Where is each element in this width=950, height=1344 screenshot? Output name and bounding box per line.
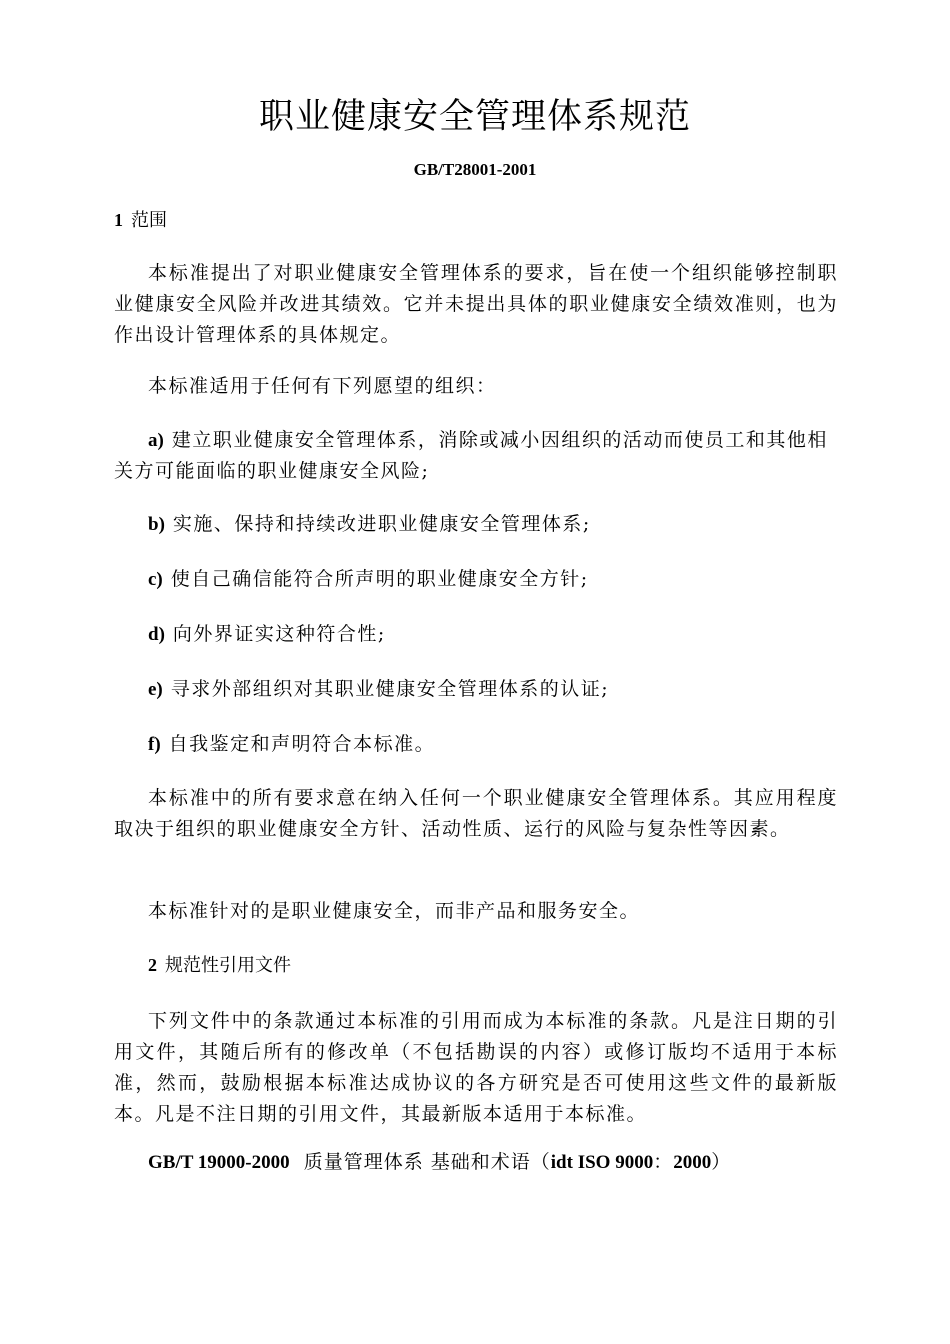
reference-code: GB/T 19000-2000 — [148, 1152, 290, 1173]
section-2-title: 规范性引用文件 — [165, 955, 291, 976]
item-label: d) — [148, 624, 165, 645]
reference-entry — [148, 1147, 838, 1178]
reference-year: 2000 — [673, 1152, 712, 1173]
scope-item-a — [114, 425, 838, 487]
section-1-title: 范围 — [131, 210, 167, 231]
item-label: c) — [148, 569, 163, 590]
scope-paragraph-1: 本标准提出了对职业健康安全管理体系的要求，旨在使一个组织能够控制职业健康安全风险并改进其绩效。它并未提出具体的职业健康安全绩效准则，也为作出设计管理体系的具体规定。 — [114, 262, 838, 346]
item-text: 实施、保持和持续改进职业健康安全管理体系; — [172, 513, 591, 535]
item-label: e) — [148, 679, 163, 700]
section-1-heading — [114, 207, 167, 234]
scope-item-d — [114, 619, 838, 650]
section-2-number: 2 — [148, 955, 157, 975]
reference-name: 质量管理体系 基础和术语（ — [303, 1151, 551, 1173]
item-text: 向外界证实这种符合性; — [172, 623, 386, 645]
item-text: 寻求外部组织对其职业健康安全管理体系的认证; — [170, 678, 610, 700]
scope-paragraph-2: 本标准适用于任何有下列愿望的组织： — [148, 375, 497, 397]
item-text: 建立职业健康安全管理体系，消除或减小因组织的活动而使员工和其他相关方可能面临的职业健康安全风险; — [114, 429, 828, 482]
reference-close: ） — [711, 1151, 732, 1173]
scope-item-e — [114, 674, 838, 705]
item-label: f) — [148, 734, 161, 755]
reference-colon: ： — [653, 1151, 674, 1173]
scope-item-f — [114, 729, 838, 760]
reference-iso: idt ISO 9000 — [550, 1152, 654, 1173]
item-text: 自我鉴定和声明符合本标准。 — [168, 733, 436, 755]
item-text: 使自己确信能符合所声明的职业健康安全方针; — [170, 568, 589, 590]
section-2-heading — [148, 952, 291, 979]
item-label: b) — [148, 514, 165, 535]
section-1-number: 1 — [114, 210, 123, 230]
scope-item-b — [114, 509, 838, 540]
document-title: 职业健康安全管理体系规范 — [258, 97, 691, 137]
scope-paragraph-3: 本标准中的所有要求意在纳入任何一个职业健康安全管理体系。其应用程度取决于组织的职业健康安全方针、活动性质、运行的风险与复杂性等因素。 — [114, 787, 838, 840]
scope-paragraph-4: 本标准针对的是职业健康安全，而非产品和服务安全。 — [148, 900, 641, 922]
item-label: a) — [148, 430, 164, 451]
scope-item-c — [114, 564, 838, 595]
references-paragraph: 下列文件中的条款通过本标准的引用而成为本标准的条款。凡是注日期的引用文件，其随后所有的修改单（不包括勘误的内容）或修订版均不适用于本标准，然而，鼓励根据本标准达成协议的各方研究是否可使用这些文件的最新版本。凡是不注日期的引用文件，其最新版本适用于本标准。 — [114, 1010, 838, 1125]
standard-code: GB/T28001-2001 — [413, 160, 537, 179]
